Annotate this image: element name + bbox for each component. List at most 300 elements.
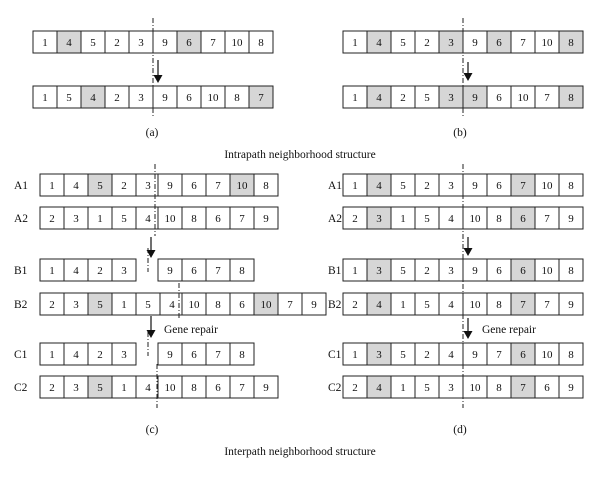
svg-text:6: 6 [520, 349, 526, 361]
svg-text:3: 3 [138, 37, 144, 49]
svg-text:9: 9 [263, 213, 269, 225]
panel-d-right-cell [463, 293, 487, 315]
panel-a-bottom-cell [225, 86, 249, 108]
caption-b: (b) [453, 127, 467, 139]
svg-text:9: 9 [568, 213, 574, 225]
svg-text:2: 2 [49, 213, 55, 225]
svg-text:3: 3 [73, 213, 79, 225]
svg-text:2: 2 [114, 37, 120, 49]
svg-text:9: 9 [311, 299, 317, 311]
panel-c-left-cell [136, 293, 160, 315]
row-label-d: B1 [328, 265, 342, 277]
svg-text:9: 9 [472, 265, 478, 277]
svg-text:8: 8 [568, 180, 574, 192]
svg-text:4: 4 [66, 37, 72, 49]
panel-c-right-cell [230, 207, 254, 229]
svg-text:4: 4 [73, 180, 79, 192]
svg-text:5: 5 [97, 382, 103, 394]
svg-text:10: 10 [517, 92, 529, 104]
panel-a-top-cell [201, 31, 225, 53]
svg-text:2: 2 [352, 299, 358, 311]
panel-c-right-cell [302, 293, 326, 315]
svg-text:1: 1 [42, 92, 48, 104]
svg-text:4: 4 [145, 213, 151, 225]
svg-text:10: 10 [541, 37, 553, 49]
panel-a-top-cell [225, 31, 249, 53]
svg-text:3: 3 [73, 382, 79, 394]
row-label-c: B1 [14, 265, 28, 277]
panel-d-right-cell [511, 343, 535, 365]
svg-text:4: 4 [376, 382, 382, 394]
panel-d-left-cell [367, 343, 391, 365]
panel-b-top-cell [439, 31, 463, 53]
arrow-c-1 [147, 237, 156, 258]
panel-c-right-cell [230, 259, 254, 281]
svg-text:5: 5 [97, 180, 103, 192]
panel-a-bottom-cell [57, 86, 81, 108]
panel-c-left-cell [88, 376, 112, 398]
svg-text:5: 5 [400, 265, 406, 277]
svg-text:6: 6 [186, 92, 192, 104]
panel-c-left-cell [64, 174, 88, 196]
panel-b-top-cell [535, 31, 559, 53]
row-label-c: C2 [14, 382, 28, 394]
svg-text:8: 8 [191, 382, 197, 394]
panel-d-left-cell [367, 174, 391, 196]
svg-text:8: 8 [239, 265, 245, 277]
row-label-c: B2 [14, 299, 28, 311]
panel-d-right-cell [463, 174, 487, 196]
panel-b-bottom-cell [415, 86, 439, 108]
svg-text:6: 6 [215, 213, 221, 225]
panel-a-top-cell [33, 31, 57, 53]
svg-text:6: 6 [496, 265, 502, 277]
panel-c-right-cell [182, 293, 206, 315]
panel-c-left-cell [64, 259, 88, 281]
panel-c-left-cell [160, 293, 184, 315]
svg-text:10: 10 [469, 299, 481, 311]
svg-text:7: 7 [520, 180, 526, 192]
svg-text:7: 7 [287, 299, 293, 311]
panel-c-right-cell [182, 207, 206, 229]
panel-c-left-cell [136, 174, 160, 196]
panel-c-right-cell [158, 174, 182, 196]
panel-c-left-cell [112, 376, 136, 398]
svg-text:7: 7 [520, 37, 526, 49]
panel-c-left-cell [40, 207, 64, 229]
svg-text:9: 9 [568, 382, 574, 394]
svg-text:3: 3 [448, 382, 454, 394]
svg-text:9: 9 [263, 382, 269, 394]
panel-d-left-cell [367, 293, 391, 315]
gene-repair-label-d: Gene repair [482, 324, 536, 336]
panel-d-left-cell [439, 293, 463, 315]
svg-text:7: 7 [544, 299, 550, 311]
panel-a-bottom-cell [201, 86, 225, 108]
svg-text:7: 7 [210, 37, 216, 49]
svg-text:2: 2 [352, 213, 358, 225]
svg-text:6: 6 [191, 180, 197, 192]
svg-text:9: 9 [167, 265, 173, 277]
panel-c-left-cell [112, 343, 136, 365]
panel-b-bottom-cell [391, 86, 415, 108]
svg-text:1: 1 [400, 299, 406, 311]
svg-text:7: 7 [215, 349, 221, 361]
panel-c-right-cell [182, 343, 206, 365]
svg-text:2: 2 [121, 180, 127, 192]
panel-c-left-cell [136, 376, 160, 398]
gene-repair-label-c: Gene repair [164, 324, 218, 336]
svg-text:8: 8 [568, 37, 574, 49]
svg-text:1: 1 [352, 37, 358, 49]
svg-text:1: 1 [49, 265, 55, 277]
svg-text:1: 1 [49, 349, 55, 361]
svg-text:3: 3 [448, 37, 454, 49]
svg-text:5: 5 [400, 180, 406, 192]
panel-d-right-cell [535, 174, 559, 196]
panel-a-bottom-cell [177, 86, 201, 108]
panel-b-bottom-cell [511, 86, 535, 108]
panel-c-left-cell [40, 343, 64, 365]
panel-a-top-cell [57, 31, 81, 53]
panel-c-left-cell [64, 343, 88, 365]
panel-c-right-cell [206, 174, 230, 196]
panel-a-bottom-cell [249, 86, 273, 108]
panel-d-right-cell [487, 207, 511, 229]
panel-d-left-cell [391, 174, 415, 196]
svg-text:1: 1 [400, 213, 406, 225]
panel-c-left-cell [88, 174, 112, 196]
panel-a-top-cell [153, 31, 177, 53]
svg-text:4: 4 [448, 213, 454, 225]
panel-d-right-cell [559, 174, 583, 196]
panel-d-right-cell [559, 376, 583, 398]
svg-text:10: 10 [541, 349, 553, 361]
svg-text:10: 10 [469, 382, 481, 394]
panel-c-right-cell [254, 174, 278, 196]
panel-d-right-cell [487, 343, 511, 365]
panel-c-right-cell [158, 376, 182, 398]
arrow-d-1 [464, 237, 473, 256]
panel-c-right-cell [206, 207, 230, 229]
row-label-d: B2 [328, 299, 342, 311]
panel-b-top-cell [559, 31, 583, 53]
svg-text:4: 4 [376, 180, 382, 192]
panel-d-right-cell [559, 293, 583, 315]
svg-text:10: 10 [260, 299, 272, 311]
svg-text:8: 8 [191, 213, 197, 225]
svg-text:10: 10 [207, 92, 219, 104]
panel-b-bottom-cell [439, 86, 463, 108]
svg-text:4: 4 [448, 349, 454, 361]
panel-c-right-cell [206, 293, 230, 315]
panel-d-right-cell [487, 293, 511, 315]
svg-text:7: 7 [215, 265, 221, 277]
svg-text:7: 7 [215, 180, 221, 192]
svg-text:6: 6 [520, 213, 526, 225]
svg-text:10: 10 [231, 37, 243, 49]
svg-text:2: 2 [400, 92, 406, 104]
panel-c-right-cell [206, 343, 230, 365]
svg-text:4: 4 [376, 92, 382, 104]
panel-c-left-cell [112, 259, 136, 281]
svg-text:10: 10 [164, 382, 176, 394]
panel-c-right-cell [206, 376, 230, 398]
svg-text:9: 9 [472, 349, 478, 361]
panel-d-left-cell [415, 293, 439, 315]
panel-d-right-cell [559, 259, 583, 281]
panel-c-right-cell [254, 293, 278, 315]
svg-text:9: 9 [162, 37, 168, 49]
svg-text:5: 5 [90, 37, 96, 49]
caption-interpath: Interpath neighborhood structure [224, 446, 376, 458]
svg-text:7: 7 [239, 382, 245, 394]
panel-b-top-cell [511, 31, 535, 53]
panel-d-left-cell [439, 259, 463, 281]
svg-text:3: 3 [448, 265, 454, 277]
panel-d-left-cell [439, 207, 463, 229]
panel-d-right-cell [511, 376, 535, 398]
panel-b-bottom-cell [343, 86, 367, 108]
svg-text:8: 8 [263, 180, 269, 192]
panel-c-left-cell [88, 343, 112, 365]
svg-text:2: 2 [97, 349, 103, 361]
panel-a-bottom-cell [105, 86, 129, 108]
panel-c-left-cell [64, 293, 88, 315]
svg-text:8: 8 [568, 265, 574, 277]
panel-d-left-cell [343, 174, 367, 196]
row-label-d: C1 [328, 349, 342, 361]
panel-d-right-cell [463, 207, 487, 229]
panel-d-right-cell [511, 174, 535, 196]
svg-text:8: 8 [234, 92, 240, 104]
panel-d-left-cell [391, 259, 415, 281]
svg-text:3: 3 [138, 92, 144, 104]
panel-d-left-cell [367, 376, 391, 398]
panel-c-right-cell [182, 376, 206, 398]
svg-text:3: 3 [376, 349, 382, 361]
svg-text:4: 4 [145, 382, 151, 394]
panel-c-left-cell [64, 207, 88, 229]
panel-a-top-cell [105, 31, 129, 53]
svg-text:4: 4 [73, 265, 79, 277]
svg-text:5: 5 [145, 299, 151, 311]
svg-text:2: 2 [49, 299, 55, 311]
panel-c-left-cell [112, 293, 136, 315]
panel-c-right-cell [230, 376, 254, 398]
svg-text:3: 3 [145, 180, 151, 192]
panel-b-top-cell [487, 31, 511, 53]
panel-c-right-cell [230, 343, 254, 365]
panel-d-right-cell [487, 259, 511, 281]
svg-text:6: 6 [186, 37, 192, 49]
svg-text:2: 2 [424, 349, 430, 361]
svg-text:2: 2 [424, 265, 430, 277]
panel-d-left-cell [415, 174, 439, 196]
panel-a-top-cell [81, 31, 105, 53]
svg-text:3: 3 [121, 265, 127, 277]
panel-a-bottom-cell [33, 86, 57, 108]
panel-c-right-cell [278, 293, 302, 315]
svg-text:6: 6 [239, 299, 245, 311]
panel-c-left-cell [40, 376, 64, 398]
svg-text:10: 10 [164, 213, 176, 225]
panel-c-right-cell [158, 259, 182, 281]
panel-b-top-cell [367, 31, 391, 53]
svg-text:2: 2 [114, 92, 120, 104]
svg-text:7: 7 [239, 213, 245, 225]
panel-d-right-cell [559, 343, 583, 365]
panel-c-left-cell [64, 376, 88, 398]
arrow-a [154, 60, 163, 83]
panel-d-left-cell [439, 376, 463, 398]
panel-d-right-cell [535, 293, 559, 315]
panel-d-left-cell [343, 343, 367, 365]
panel-d-left-cell [415, 376, 439, 398]
panel-b-bottom-cell [367, 86, 391, 108]
row-label-c: A2 [14, 213, 29, 225]
svg-text:6: 6 [191, 349, 197, 361]
panel-c-right-cell [182, 174, 206, 196]
svg-text:1: 1 [352, 180, 358, 192]
svg-text:9: 9 [472, 92, 478, 104]
svg-text:7: 7 [544, 213, 550, 225]
svg-text:9: 9 [167, 349, 173, 361]
arrow-d-2 [464, 318, 473, 339]
svg-text:7: 7 [258, 92, 264, 104]
svg-text:8: 8 [215, 299, 221, 311]
panel-d-left-cell [415, 343, 439, 365]
cell-layer [14, 31, 583, 398]
svg-text:6: 6 [496, 92, 502, 104]
panel-d-left-cell [415, 259, 439, 281]
panel-d-right-cell [535, 343, 559, 365]
svg-text:9: 9 [162, 92, 168, 104]
row-label-c: A1 [14, 180, 29, 192]
svg-text:6: 6 [496, 37, 502, 49]
panel-d-left-cell [343, 259, 367, 281]
svg-text:8: 8 [496, 213, 502, 225]
svg-text:2: 2 [424, 37, 430, 49]
panel-d-left-cell [343, 376, 367, 398]
panel-c-left-cell [112, 174, 136, 196]
panel-d-right-cell [463, 343, 487, 365]
svg-text:4: 4 [376, 299, 382, 311]
panel-d-right-cell [511, 207, 535, 229]
svg-text:3: 3 [448, 180, 454, 192]
svg-text:2: 2 [352, 382, 358, 394]
svg-text:2: 2 [424, 180, 430, 192]
svg-text:5: 5 [424, 92, 430, 104]
panel-d-left-cell [343, 207, 367, 229]
row-label-d: A1 [328, 180, 343, 192]
svg-text:10: 10 [469, 213, 481, 225]
panel-d-left-cell [439, 174, 463, 196]
panel-d-left-cell [391, 207, 415, 229]
panel-c-right-cell [230, 293, 254, 315]
svg-text:5: 5 [97, 299, 103, 311]
panel-b-bottom-cell [463, 86, 487, 108]
panel-c-left-cell [40, 259, 64, 281]
svg-text:4: 4 [73, 349, 79, 361]
panel-d-right-cell [535, 207, 559, 229]
panel-c-left-cell [112, 207, 136, 229]
caption-intrapath: Intrapath neighborhood structure [224, 149, 376, 161]
panel-d-left-cell [439, 343, 463, 365]
svg-text:1: 1 [352, 92, 358, 104]
svg-text:3: 3 [73, 299, 79, 311]
svg-text:1: 1 [121, 382, 127, 394]
svg-text:7: 7 [520, 382, 526, 394]
panel-c-left-cell [40, 293, 64, 315]
svg-text:6: 6 [544, 382, 550, 394]
panel-c-left-cell [88, 259, 112, 281]
svg-text:5: 5 [66, 92, 72, 104]
svg-text:4: 4 [448, 299, 454, 311]
panel-d-left-cell [391, 293, 415, 315]
panel-b-top-cell [415, 31, 439, 53]
svg-text:9: 9 [472, 180, 478, 192]
svg-text:10: 10 [541, 180, 553, 192]
panel-c-right-cell [254, 207, 278, 229]
svg-text:1: 1 [352, 265, 358, 277]
svg-text:8: 8 [496, 382, 502, 394]
svg-text:1: 1 [400, 382, 406, 394]
panel-d-left-cell [415, 207, 439, 229]
svg-text:5: 5 [400, 37, 406, 49]
svg-text:3: 3 [376, 213, 382, 225]
svg-text:5: 5 [121, 213, 127, 225]
svg-text:1: 1 [49, 180, 55, 192]
svg-text:9: 9 [472, 37, 478, 49]
panel-d-left-cell [367, 259, 391, 281]
panel-c-right-cell [158, 343, 182, 365]
panel-b-bottom-cell [559, 86, 583, 108]
panel-c-right-cell [230, 174, 254, 196]
svg-text:5: 5 [424, 299, 430, 311]
panel-d-right-cell [511, 293, 535, 315]
panel-d-left-cell [343, 293, 367, 315]
panel-a-top-cell [129, 31, 153, 53]
svg-text:8: 8 [568, 92, 574, 104]
panel-b-top-cell [391, 31, 415, 53]
panel-d-left-cell [391, 343, 415, 365]
panel-c-left-cell [88, 293, 112, 315]
panel-d-left-cell [391, 376, 415, 398]
svg-text:3: 3 [448, 92, 454, 104]
panel-c-left-cell [88, 207, 112, 229]
panel-a-bottom-cell [153, 86, 177, 108]
panel-b-top-cell [463, 31, 487, 53]
row-label-d: C2 [328, 382, 342, 394]
panel-c-right-cell [206, 259, 230, 281]
svg-text:8: 8 [568, 349, 574, 361]
svg-text:10: 10 [236, 180, 248, 192]
svg-text:6: 6 [215, 382, 221, 394]
panel-c-left-cell [40, 174, 64, 196]
svg-text:6: 6 [520, 265, 526, 277]
panel-d-right-cell [463, 259, 487, 281]
panel-c-right-cell [158, 207, 182, 229]
svg-text:9: 9 [167, 180, 173, 192]
arrow-b [464, 62, 473, 81]
svg-text:5: 5 [424, 382, 430, 394]
panel-a-top-cell [249, 31, 273, 53]
panel-c-left-cell [136, 207, 160, 229]
svg-text:1: 1 [352, 349, 358, 361]
svg-text:4: 4 [169, 299, 175, 311]
panel-c-right-cell [254, 376, 278, 398]
